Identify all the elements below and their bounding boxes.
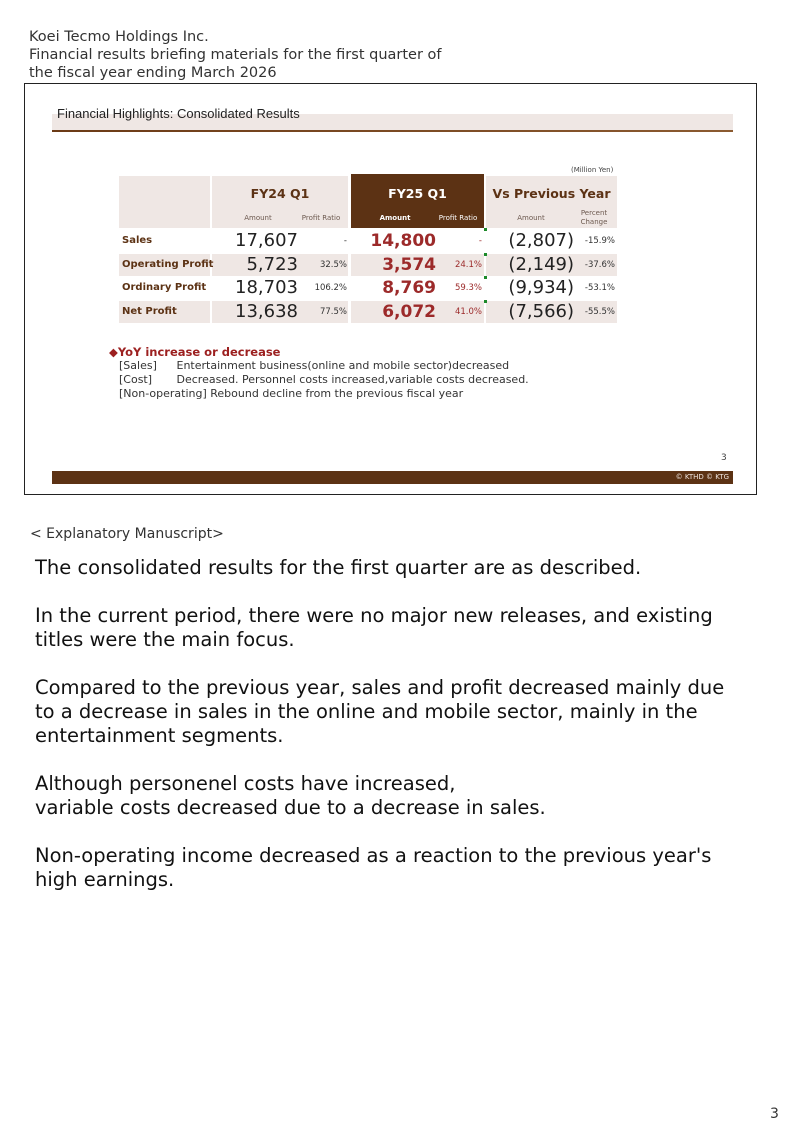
fy24-ratio: 106.2% — [314, 283, 347, 293]
manuscript-paragraph — [35, 676, 735, 748]
table-header-fy25 — [351, 174, 484, 228]
manuscript-paragraph — [35, 844, 735, 892]
manuscript-paragraph — [35, 604, 735, 652]
fy25-ratio: 24.1% — [454, 260, 482, 270]
fy24-ratio: 32.5% — [319, 260, 347, 270]
table-row-net-profit — [119, 301, 617, 323]
fy24-amount: 5,723 — [246, 254, 298, 275]
yoy-item-cost — [109, 373, 529, 387]
fy24-amount-label: Amount — [244, 214, 272, 222]
vs-amount-label: Amount — [517, 214, 545, 222]
yoy-tag: [Cost] — [119, 373, 153, 386]
page-number: 3 — [770, 1106, 779, 1122]
yoy-title: ◆YoY increase or decrease — [109, 345, 281, 359]
document-subtitle-line-2: the fiscal year ending March 2026 — [29, 65, 277, 81]
slide-copyright: © KTHD © KTG — [675, 473, 729, 481]
manuscript-line: variable costs decreased due to a decrease in sales. — [35, 796, 546, 819]
yoy-notes — [109, 345, 529, 401]
vs-amount: (2,149) — [508, 254, 574, 275]
table-row-operating-profit — [119, 254, 617, 276]
manuscript-line: high earnings. — [35, 868, 175, 891]
table-row-ordinary-profit — [119, 277, 617, 299]
fy25-amount: 3,574 — [382, 255, 436, 275]
row-label: Operating Profit — [122, 259, 214, 270]
fy24-ratio: - — [343, 236, 347, 246]
slide-page-number: 3 — [721, 453, 727, 463]
fy25-ratio: 41.0% — [454, 307, 482, 317]
yoy-tag: [Sales] — [119, 359, 157, 372]
fy25-ratio-label: Profit Ratio — [438, 214, 478, 222]
fy24-amount: 17,607 — [235, 230, 298, 251]
fy25-ratio: 59.3% — [454, 283, 482, 293]
company-name: Koei Tecmo Holdings Inc. — [29, 29, 209, 45]
fy24-ratio-label: Profit Ratio — [301, 214, 341, 222]
vs-change: -53.1% — [584, 283, 615, 293]
manuscript-line: titles were the main focus. — [35, 628, 295, 651]
yoy-text: Decreased. Personnel costs increased,variable costs decreased. — [176, 373, 529, 386]
fy25-title: FY25 Q1 — [388, 186, 447, 201]
manuscript-line: Although personenel costs have increased, — [35, 772, 456, 795]
fy24-ratio: 77.5% — [319, 307, 347, 317]
yoy-text: Entertainment business(online and mobile sector)decreased — [176, 359, 510, 372]
manuscript-line: entertainment segments. — [35, 724, 284, 747]
row-label: Ordinary Profit — [122, 282, 207, 293]
vs-change-label-line-1: Percent — [580, 209, 608, 217]
manuscript-line: The consolidated results for the first quarter are as described. — [35, 556, 642, 579]
manuscript-paragraph — [35, 556, 735, 580]
slide-footer-bar — [52, 471, 733, 484]
table-row-sales — [119, 230, 617, 252]
fy25-amount: 8,769 — [382, 278, 436, 298]
manuscript-body — [35, 556, 735, 916]
vs-change: -15.9% — [584, 236, 615, 246]
unit-note: (Million Yen) — [571, 166, 614, 174]
fy25-amount: 14,800 — [370, 231, 436, 251]
manuscript-line: Non-operating income decreased as a reaction to the previous year's — [35, 844, 712, 867]
table-header-fy24 — [212, 176, 348, 228]
fy25-amount: 6,072 — [382, 302, 436, 322]
slide-frame — [24, 83, 757, 495]
manuscript-line: Compared to the previous year, sales and profit decreased mainly due — [35, 676, 725, 699]
fy24-amount: 18,703 — [235, 277, 298, 298]
vs-change-label — [574, 209, 614, 227]
slide-title: Financial Highlights: Consolidated Results — [57, 106, 300, 121]
document-subtitle-line-1: Financial results briefing materials for the first quarter of — [29, 47, 442, 63]
vs-change: -37.6% — [584, 260, 615, 270]
fy24-title: FY24 Q1 — [250, 186, 310, 201]
table-header-vs-previous — [486, 176, 617, 228]
slide-title-underline — [52, 130, 733, 132]
yoy-item-non-operating — [109, 387, 529, 401]
yoy-tag: [Non-operating] — [119, 387, 207, 400]
vs-amount: (9,934) — [508, 277, 574, 298]
row-label: Sales — [122, 235, 153, 246]
manuscript-paragraph — [35, 772, 735, 820]
yoy-text: Rebound decline from the previous fiscal year — [210, 387, 464, 400]
manuscript-line: In the current period, there were no major new releases, and existing — [35, 604, 713, 627]
row-label: Net Profit — [122, 306, 177, 317]
yoy-item-sales — [109, 359, 529, 373]
vs-amount: (2,807) — [508, 230, 574, 251]
table-header-blank — [119, 176, 210, 228]
fy25-amount-label: Amount — [379, 214, 411, 222]
vs-change: -55.5% — [584, 307, 615, 317]
vs-change-label-line-2: Change — [580, 218, 608, 226]
manuscript-label: < Explanatory Manuscript> — [30, 526, 224, 542]
manuscript-line: to a decrease in sales in the online and mobile sector, mainly in the — [35, 700, 698, 723]
vs-previous-title: Vs Previous Year — [492, 186, 611, 201]
fy25-ratio: - — [478, 236, 482, 246]
fy24-amount: 13,638 — [235, 301, 298, 322]
vs-amount: (7,566) — [508, 301, 574, 322]
document-header — [29, 28, 442, 82]
